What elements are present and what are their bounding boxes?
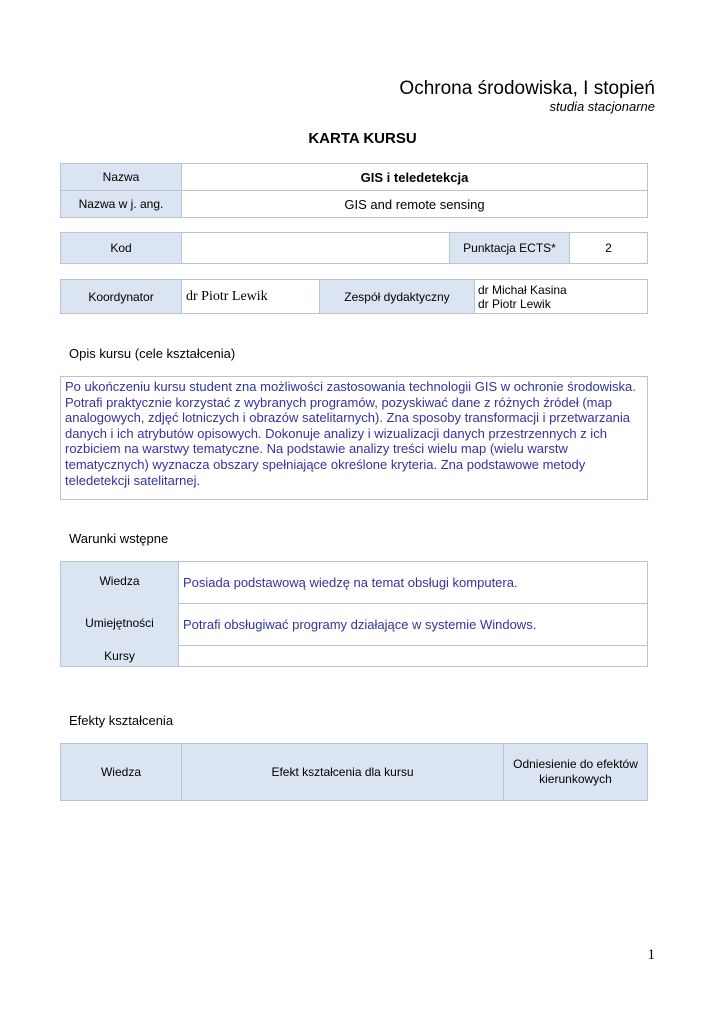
team-member: dr Piotr Lewik: [478, 296, 551, 311]
prereq-knowledge-value: Posiada podstawową wiedzę na temat obsługi komputera.: [178, 561, 648, 604]
course-code: [181, 232, 450, 264]
outcomes-knowledge-header: Wiedza: [60, 743, 182, 801]
page-number: 1: [647, 947, 655, 963]
ects-value: 2: [569, 232, 648, 264]
outcomes-reference-header: Odniesienie do efektów kierunkowych: [503, 743, 648, 801]
program-title: Ochrona środowiska, I stopień: [399, 78, 655, 99]
name-label: Nazwa: [60, 163, 182, 191]
prereq-skills-label: Umiejętności: [85, 616, 154, 630]
course-description: Po ukończeniu kursu student zna możliwości zastosowania technologii GIS w ochronie środowiska. Potrafi praktycznie korzystać z wybranych programów, pozyskiwać dane z różnych źródeł (map analogowych, zdjęć lotniczych i obrazów satelitarnych). Zna sposoby transformacji i przetwarzania danych i ich atrybutów opisowych. Dokonuje analizy i wizualizacji danych przestrzennych z ich rozbiciem na warstwy tematyczne. Na podstawie analizy treści wielu map (wielu warstw tematycznych) wyznacza obszary spełniające określone kryteria. Zna podstawowe metody teledetekcji satelitarnej.: [60, 376, 648, 500]
prereq-courses-label: Kursy: [104, 649, 135, 663]
prereq-courses-value: [178, 645, 648, 667]
name-en-label: Nazwa w j. ang.: [60, 190, 182, 218]
team-label: Zespół dydaktyczny: [319, 279, 475, 314]
course-name: GIS i teledetekcja: [181, 163, 648, 191]
outcomes-effect-header: Efekt kształcenia dla kursu: [181, 743, 504, 801]
document-title: KARTA KURSU: [308, 130, 417, 147]
course-name-en: GIS and remote sensing: [181, 190, 648, 218]
prereq-knowledge-label: Wiedza: [99, 574, 140, 588]
code-label: Kod: [60, 232, 182, 264]
outcomes-heading: Efekty kształcenia: [69, 713, 174, 728]
coordinator-label: Koordynator: [60, 279, 182, 314]
study-mode: studia stacjonarne: [549, 99, 655, 114]
ects-label: Punktacja ECTS*: [449, 232, 570, 264]
team-member: dr Michał Kasina: [478, 282, 567, 297]
coordinator-name: dr Piotr Lewik: [181, 279, 320, 314]
prereq-skills-value: Potrafi obsługiwać programy działające w systemie Windows.: [178, 603, 648, 646]
prerequisites-heading: Warunki wstępne: [69, 531, 169, 546]
description-heading: Opis kursu (cele kształcenia): [69, 346, 236, 361]
team-members: [474, 279, 648, 314]
